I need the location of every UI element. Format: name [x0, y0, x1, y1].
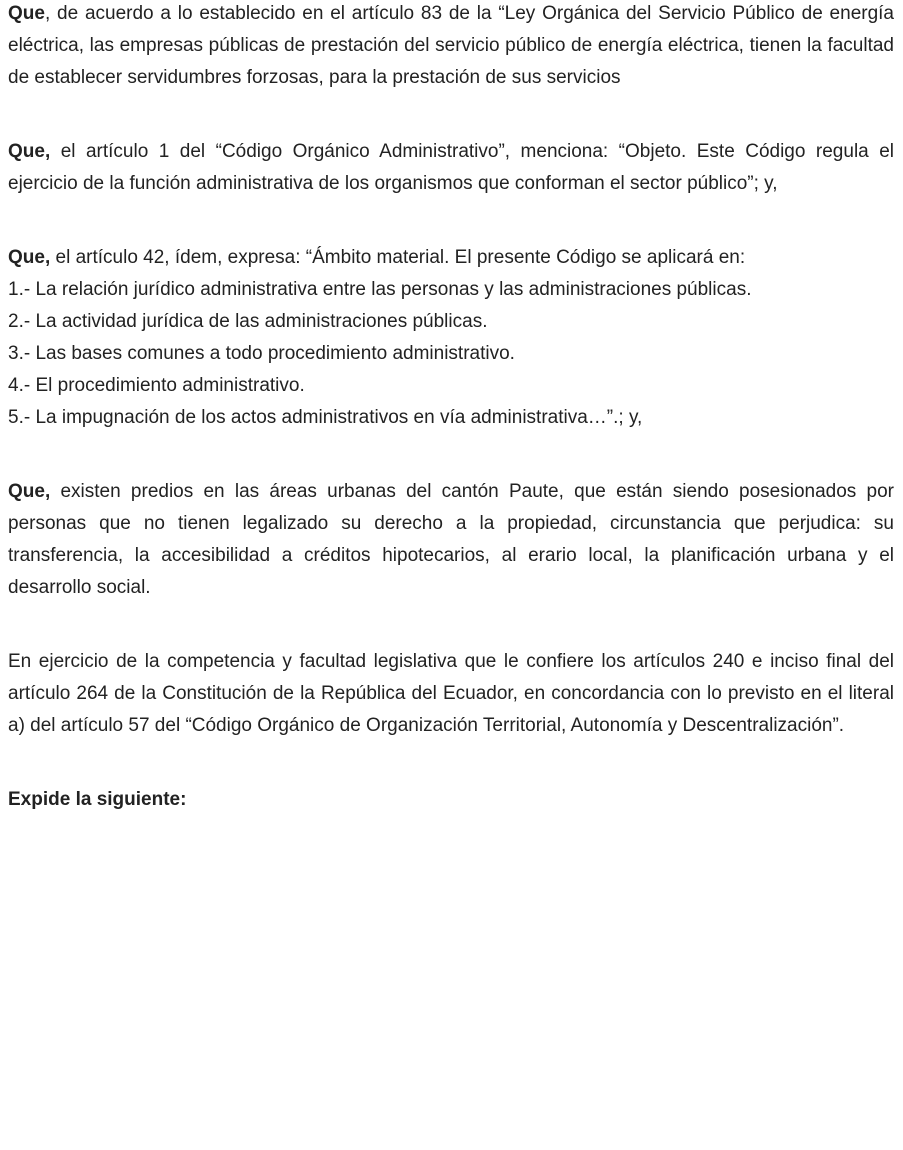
list-item: 4.- El procedimiento administrativo.	[8, 375, 305, 396]
spacer	[8, 200, 894, 242]
paragraph-lead: Que	[8, 3, 45, 24]
spacer	[8, 94, 894, 136]
paragraph-text: , de acuerdo a lo establecido en el artículo 83 de la “Ley Orgánica del Servicio Público de energía eléctrica, las empresas públicas de prestación del servicio público de energía eléctrica, tienen la facultad de establecer servidumbres forzosas, para la prestación de sus servicios	[8, 3, 894, 88]
paragraph-text: existen predios en las áreas urbanas del cantón Paute, que están siendo posesionados por personas que no tienen legalizado su derecho a la propiedad, circunstancia que perjudica: su transferencia, la accesibilidad a créditos hipotecarios, al erario local, la planificación urbana y el desarrollo social.	[8, 481, 894, 598]
spacer	[8, 742, 894, 784]
list-item: 1.- La relación jurídico administrativa entre las personas y las administraciones públicas.	[8, 279, 752, 300]
paragraph-article-83	[8, 0, 894, 94]
list-item: 5.- La impugnación de los actos administrativos en vía administrativa…”.; y,	[8, 407, 643, 428]
spacer	[8, 434, 894, 476]
paragraph-competencia	[8, 646, 894, 742]
paragraph-text: el artículo 1 del “Código Orgánico Administrativo”, menciona: “Objeto. Este Código regula el ejercicio de la función administrativa de los organismos que conforman el sector público”; y,	[8, 141, 894, 194]
paragraph-article-1	[8, 136, 894, 200]
paragraph-article-42	[8, 242, 894, 274]
paragraph-predios	[8, 476, 894, 604]
paragraph-lead: Que,	[8, 247, 51, 268]
closing-heading: Expide la siguiente:	[8, 789, 187, 810]
spacer	[8, 604, 894, 646]
list-item: 3.- Las bases comunes a todo procedimiento administrativo.	[8, 343, 515, 364]
document-page	[8, 0, 894, 816]
list-item: 2.- La actividad jurídica de las administraciones públicas.	[8, 311, 488, 332]
paragraph-text: En ejercicio de la competencia y facultad legislativa que le confiere los artículos 240 e inciso final del artículo 264 de la Constitución de la República del Ecuador, en concordancia con lo previsto en el literal a) del artículo 57 del “Código Orgánico de Organización Territorial, Autonomía y Descentralización”.	[8, 651, 894, 736]
paragraph-text: el artículo 42, ídem, expresa: “Ámbito material. El presente Código se aplicará en:	[50, 247, 746, 268]
paragraph-lead: Que,	[8, 481, 51, 502]
paragraph-lead: Que,	[8, 141, 51, 162]
